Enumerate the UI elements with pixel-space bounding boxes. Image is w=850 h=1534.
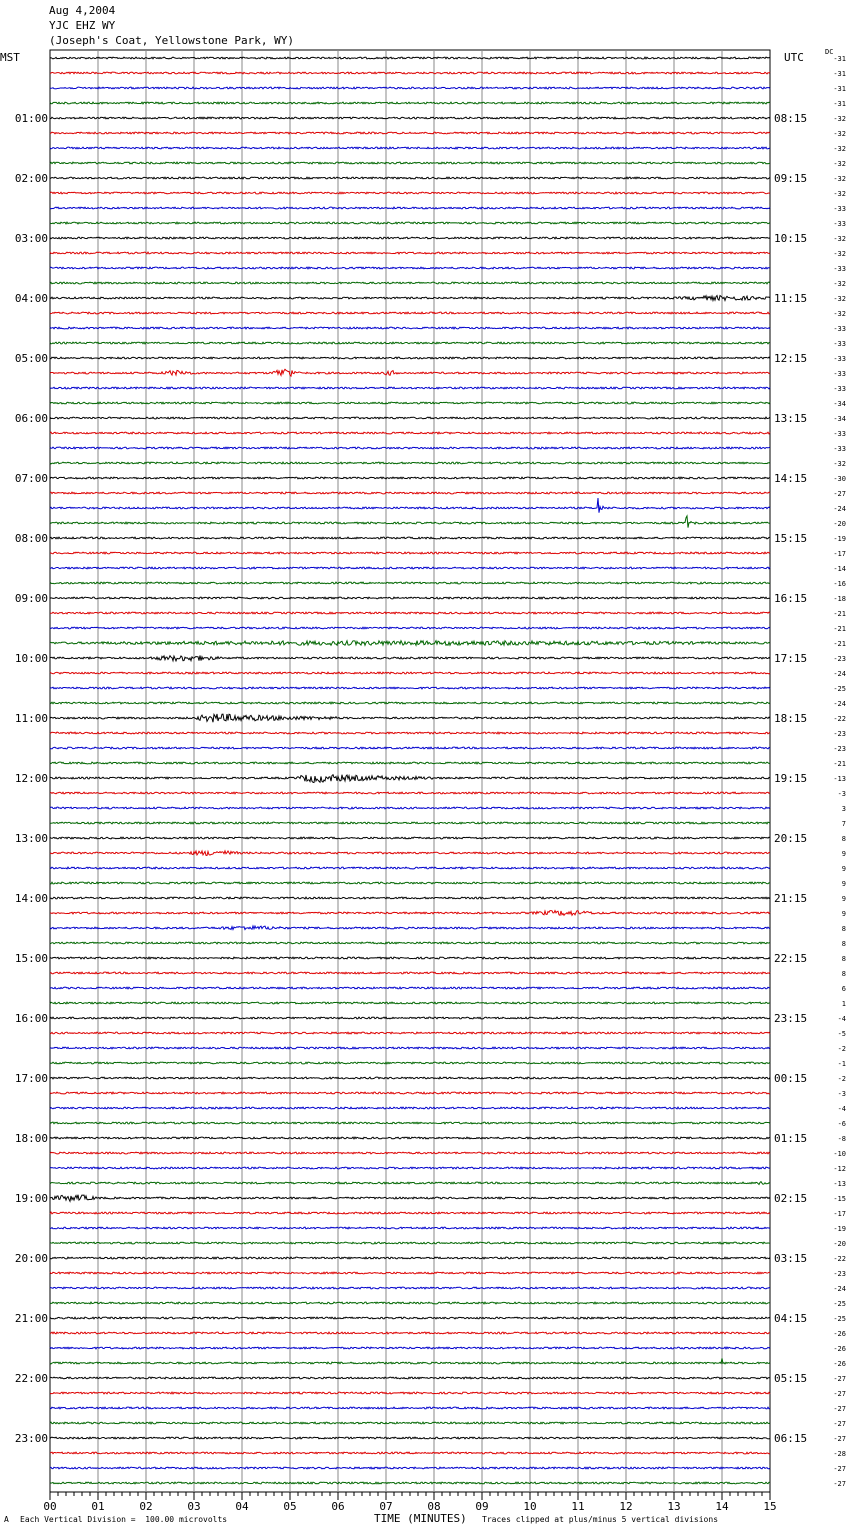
trace-86 — [50, 1347, 770, 1349]
mst-hour-label: 15:00 — [14, 952, 48, 965]
trace-82 — [50, 1287, 770, 1289]
dc-offset-label: -27 — [833, 1405, 846, 1413]
trace-57 — [50, 911, 770, 916]
trace-59 — [50, 942, 770, 944]
dc-offset-label: -6 — [837, 1120, 846, 1128]
utc-hour-label: 13:15 — [774, 412, 808, 425]
dc-offset-label: -32 — [833, 190, 846, 198]
trace-76 — [50, 1195, 770, 1202]
trace-32 — [50, 537, 770, 539]
trace-1 — [50, 72, 770, 74]
mst-hour-label: 01:00 — [14, 112, 48, 125]
dc-offset-label: 8 — [841, 835, 846, 843]
time-axis-label: 06 — [331, 1500, 345, 1513]
trace-43 — [50, 702, 770, 704]
dc-offset-label: -23 — [833, 745, 846, 753]
trace-15 — [50, 282, 770, 284]
dc-offset-label: 9 — [841, 880, 846, 888]
dc-offset-label: -34 — [833, 400, 846, 408]
dc-offset-label: -25 — [833, 1315, 846, 1323]
dc-offset-label: -17 — [833, 550, 846, 558]
trace-91 — [50, 1422, 770, 1424]
dc-offset-label: -21 — [833, 610, 846, 618]
dc-offset-label: -24 — [833, 505, 846, 513]
mst-hour-label: 04:00 — [14, 292, 48, 305]
utc-hour-label: 17:15 — [774, 652, 808, 665]
mst-hour-label: 18:00 — [14, 1132, 48, 1145]
trace-2 — [50, 87, 770, 89]
trace-54 — [50, 867, 770, 869]
dc-offset-label: -33 — [833, 445, 846, 453]
utc-hour-label: 15:15 — [774, 532, 808, 545]
trace-7 — [50, 162, 770, 164]
utc-hour-label: 00:15 — [774, 1072, 808, 1085]
trace-75 — [50, 1182, 770, 1185]
utc-hour-label: 03:15 — [774, 1252, 808, 1265]
trace-5 — [50, 132, 770, 134]
mst-hour-label: 05:00 — [14, 352, 48, 365]
dc-offset-label: -33 — [833, 205, 846, 213]
dc-offset-label: -2 — [837, 1045, 846, 1053]
dc-offset-label: -28 — [833, 1450, 846, 1458]
dc-offset-label: -32 — [833, 235, 846, 243]
trace-89 — [50, 1392, 770, 1394]
trace-83 — [50, 1302, 770, 1304]
dc-offset-label: -15 — [833, 1195, 846, 1203]
dc-offset-label: -24 — [833, 670, 846, 678]
dc-offset-label: -25 — [833, 685, 846, 693]
dc-offset-label: -33 — [833, 220, 846, 228]
trace-34 — [50, 567, 770, 569]
mst-hour-label: 08:00 — [14, 532, 48, 545]
trace-10 — [50, 207, 770, 209]
mst-hour-label: 02:00 — [14, 172, 48, 185]
trace-66 — [50, 1047, 770, 1049]
dc-offset-label: -23 — [833, 1270, 846, 1278]
mst-hour-label: 07:00 — [14, 472, 48, 485]
trace-28 — [50, 477, 770, 479]
trace-74 — [50, 1167, 770, 1169]
dc-offset-header: DC — [825, 48, 834, 56]
dc-offset-label: -32 — [833, 160, 846, 168]
trace-17 — [50, 312, 770, 314]
record-date: Aug 4,2004 — [49, 4, 116, 17]
utc-hour-label: 22:15 — [774, 952, 808, 965]
trace-12 — [50, 237, 770, 239]
trace-95 — [50, 1482, 770, 1484]
mst-hour-label: 23:00 — [14, 1432, 48, 1445]
trace-63 — [50, 1002, 770, 1004]
trace-16 — [50, 296, 770, 301]
trace-11 — [50, 222, 770, 224]
scale-note: Each Vertical Division = 100.00 microvolts — [20, 1515, 228, 1524]
time-axis-label: 10 — [523, 1500, 537, 1513]
trace-40 — [50, 655, 770, 660]
dc-offset-label: 1 — [841, 1000, 846, 1008]
dc-offset-label: -32 — [833, 310, 846, 318]
trace-21 — [50, 369, 770, 376]
trace-68 — [50, 1077, 770, 1079]
trace-90 — [50, 1407, 770, 1409]
mst-hour-label: 20:00 — [14, 1252, 48, 1265]
trace-71 — [50, 1122, 770, 1124]
dc-offset-label: 3 — [841, 805, 846, 813]
mst-hour-label: 17:00 — [14, 1072, 48, 1085]
dc-offset-label: -33 — [833, 370, 846, 378]
station-code: YJC EHZ WY — [49, 19, 116, 32]
dc-offset-label: -21 — [833, 760, 846, 768]
trace-6 — [50, 147, 770, 149]
dc-offset-label: -31 — [833, 55, 846, 63]
trace-9 — [50, 192, 770, 194]
trace-8 — [50, 177, 770, 179]
left-timezone-label: MST — [0, 51, 20, 64]
dc-offset-label: -27 — [833, 1420, 846, 1428]
utc-hour-label: 20:15 — [774, 832, 808, 845]
trace-45 — [50, 732, 770, 734]
time-axis-label: 01 — [91, 1500, 105, 1513]
time-axis-label: 08 — [427, 1500, 441, 1513]
dc-offset-label: -27 — [833, 1435, 846, 1443]
utc-hour-label: 12:15 — [774, 352, 808, 365]
trace-85 — [50, 1332, 770, 1334]
trace-4 — [50, 117, 770, 119]
utc-hour-label: 04:15 — [774, 1312, 808, 1325]
trace-29 — [50, 492, 770, 494]
trace-13 — [50, 252, 770, 254]
corner-mark: A — [4, 1515, 9, 1524]
seismogram-traces — [50, 57, 770, 1484]
plot-frame — [50, 50, 770, 1492]
trace-62 — [50, 987, 770, 989]
trace-73 — [50, 1152, 770, 1154]
dc-offset-label: -33 — [833, 355, 846, 363]
time-axis-label: 04 — [235, 1500, 249, 1513]
dc-offset-label: -32 — [833, 250, 846, 258]
time-axis-label: 13 — [667, 1500, 681, 1513]
trace-84 — [50, 1317, 770, 1319]
dc-offset-label: 8 — [841, 925, 846, 933]
time-axis-label: 09 — [475, 1500, 489, 1513]
time-axis-label: 14 — [715, 1500, 729, 1513]
utc-hour-label: 16:15 — [774, 592, 808, 605]
mst-hour-label: 22:00 — [14, 1372, 48, 1385]
time-axis-label: 00 — [43, 1500, 57, 1513]
dc-offset-label: -1 — [837, 1060, 846, 1068]
utc-hour-label: 10:15 — [774, 232, 808, 245]
utc-hour-label: 06:15 — [774, 1432, 808, 1445]
trace-20 — [50, 357, 770, 359]
trace-41 — [50, 672, 770, 674]
trace-56 — [50, 897, 770, 899]
dc-offset-label: -32 — [833, 295, 846, 303]
utc-hour-label: 19:15 — [774, 772, 808, 785]
trace-88 — [50, 1377, 770, 1379]
mst-hour-label: 19:00 — [14, 1192, 48, 1205]
dc-offset-label: -23 — [833, 730, 846, 738]
trace-0 — [50, 57, 770, 59]
trace-36 — [50, 597, 770, 599]
utc-hour-label: 23:15 — [774, 1012, 808, 1025]
utc-hour-label: 14:15 — [774, 472, 808, 485]
dc-offset-label: -27 — [833, 1465, 846, 1473]
trace-67 — [50, 1062, 770, 1064]
utc-hour-label: 05:15 — [774, 1372, 808, 1385]
dc-offset-label: 7 — [841, 820, 846, 828]
mst-hour-label: 13:00 — [14, 832, 48, 845]
dc-offset-label: -18 — [833, 595, 846, 603]
trace-64 — [50, 1017, 770, 1019]
dc-offset-label: -17 — [833, 1210, 846, 1218]
trace-50 — [50, 807, 770, 809]
utc-hour-label: 08:15 — [774, 112, 808, 125]
dc-offset-label: 9 — [841, 910, 846, 918]
trace-30 — [50, 498, 770, 513]
dc-offset-label: -27 — [833, 1375, 846, 1383]
dc-offset-label: 8 — [841, 955, 846, 963]
dc-offset-label: -23 — [833, 655, 846, 663]
dc-offset-label: -19 — [833, 1225, 846, 1233]
time-axis-label: 05 — [283, 1500, 297, 1513]
dc-offset-label: -27 — [833, 1480, 846, 1488]
dc-offset-label: -13 — [833, 775, 846, 783]
dc-offset-label: 8 — [841, 940, 846, 948]
dc-offset-label: 6 — [841, 985, 846, 993]
dc-offset-label: -13 — [833, 1180, 846, 1188]
dc-offset-label: -10 — [833, 1150, 846, 1158]
time-axis-label: 03 — [187, 1500, 201, 1513]
trace-27 — [50, 462, 770, 464]
mst-hour-label: 16:00 — [14, 1012, 48, 1025]
dc-offset-label: -26 — [833, 1330, 846, 1338]
trace-47 — [50, 762, 770, 764]
dc-offset-label: -27 — [833, 1390, 846, 1398]
dc-offset-label: -21 — [833, 625, 846, 633]
trace-23 — [50, 402, 770, 404]
trace-87 — [50, 1358, 770, 1364]
dc-offset-label: -20 — [833, 1240, 846, 1248]
utc-hour-label: 18:15 — [774, 712, 808, 725]
dc-offset-label: -3 — [837, 790, 846, 798]
trace-42 — [50, 687, 770, 689]
trace-61 — [50, 972, 770, 974]
dc-offset-label: -32 — [833, 145, 846, 153]
dc-offset-label: -32 — [833, 115, 846, 123]
dc-offset-label: -12 — [833, 1165, 846, 1173]
trace-53 — [50, 851, 770, 856]
mst-hour-label: 11:00 — [14, 712, 48, 725]
trace-31 — [50, 516, 770, 528]
trace-51 — [50, 822, 770, 824]
dc-offset-label: -33 — [833, 265, 846, 273]
trace-48 — [50, 775, 770, 783]
x-axis-title: TIME (MINUTES) — [374, 1512, 467, 1525]
dc-offset-label: -22 — [833, 715, 846, 723]
mst-hour-label: 14:00 — [14, 892, 48, 905]
trace-19 — [50, 342, 770, 344]
dc-offset-label: -25 — [833, 1300, 846, 1308]
dc-offset-label: -34 — [833, 415, 846, 423]
dc-offset-label: 9 — [841, 865, 846, 873]
utc-hour-label: 02:15 — [774, 1192, 808, 1205]
trace-33 — [50, 552, 770, 554]
dc-offset-label: -4 — [837, 1105, 846, 1113]
dc-offset-label: -26 — [833, 1360, 846, 1368]
dc-offset-label: 9 — [841, 895, 846, 903]
time-axis-label: 11 — [571, 1500, 585, 1513]
dc-offset-label: -22 — [833, 1255, 846, 1263]
trace-3 — [50, 102, 770, 104]
mst-hour-label: 10:00 — [14, 652, 48, 665]
utc-hour-label: 01:15 — [774, 1132, 808, 1145]
trace-55 — [50, 882, 770, 884]
clip-note: Traces clipped at plus/minus 5 vertical divisions — [482, 1515, 719, 1524]
trace-92 — [50, 1437, 770, 1439]
dc-offset-label: -21 — [833, 640, 846, 648]
trace-24 — [50, 417, 770, 419]
mst-hour-label: 03:00 — [14, 232, 48, 245]
trace-38 — [50, 627, 770, 629]
trace-81 — [50, 1272, 770, 1274]
trace-65 — [50, 1032, 770, 1034]
utc-hour-label: 21:15 — [774, 892, 808, 905]
trace-93 — [50, 1452, 770, 1454]
time-axis — [43, 1492, 776, 1513]
dc-offset-label: -27 — [833, 490, 846, 498]
trace-58 — [50, 926, 770, 930]
trace-14 — [50, 267, 770, 269]
dc-offset-label: -20 — [833, 520, 846, 528]
trace-39 — [50, 641, 770, 646]
dc-offset-label: -5 — [837, 1030, 846, 1038]
dc-offset-label: -26 — [833, 1345, 846, 1353]
right-timezone-label: UTC — [784, 51, 804, 64]
trace-72 — [50, 1137, 770, 1139]
mst-hour-label: 06:00 — [14, 412, 48, 425]
dc-offset-label: -2 — [837, 1075, 846, 1083]
trace-25 — [50, 432, 770, 434]
dc-offset-label: -30 — [833, 475, 846, 483]
dc-offset-label: -8 — [837, 1135, 846, 1143]
dc-offset-label: -32 — [833, 460, 846, 468]
trace-79 — [50, 1242, 770, 1244]
dc-offset-label: -32 — [833, 175, 846, 183]
trace-94 — [50, 1467, 770, 1469]
trace-77 — [50, 1212, 770, 1214]
dc-offset-label: -31 — [833, 100, 846, 108]
trace-35 — [50, 582, 770, 584]
trace-37 — [50, 612, 770, 614]
dc-offset-label: -31 — [833, 70, 846, 78]
trace-46 — [50, 747, 770, 749]
trace-69 — [50, 1092, 770, 1094]
seismogram-grid — [50, 50, 770, 1492]
dc-offset-label: -33 — [833, 385, 846, 393]
dc-offset-label: -3 — [837, 1090, 846, 1098]
trace-22 — [50, 387, 770, 389]
trace-44 — [50, 714, 770, 722]
trace-80 — [50, 1257, 770, 1259]
dc-offset-label: -33 — [833, 430, 846, 438]
dc-offset-label: -32 — [833, 280, 846, 288]
time-axis-label: 07 — [379, 1500, 393, 1513]
dc-offset-label: -14 — [833, 565, 846, 573]
time-axis-label: 02 — [139, 1500, 153, 1513]
dc-offset-label: 9 — [841, 850, 846, 858]
dc-offset-label: -33 — [833, 340, 846, 348]
utc-hour-label: 09:15 — [774, 172, 808, 185]
dc-offset-label: -33 — [833, 325, 846, 333]
dc-offset-label: -24 — [833, 1285, 846, 1293]
dc-offset-label: -4 — [837, 1015, 846, 1023]
utc-hour-label: 11:15 — [774, 292, 808, 305]
trace-70 — [50, 1107, 770, 1109]
trace-78 — [50, 1227, 770, 1229]
trace-60 — [50, 957, 770, 959]
trace-52 — [50, 837, 770, 839]
trace-26 — [50, 447, 770, 449]
trace-18 — [50, 327, 770, 329]
dc-offset-label: -24 — [833, 700, 846, 708]
dc-offset-label: -16 — [833, 580, 846, 588]
time-axis-label: 12 — [619, 1500, 633, 1513]
station-location: (Joseph's Coat, Yellowstone Park, WY) — [49, 34, 295, 47]
dc-offset-label: 8 — [841, 970, 846, 978]
dc-offset-label: -19 — [833, 535, 846, 543]
mst-hour-label: 12:00 — [14, 772, 48, 785]
dc-offset-label: -31 — [833, 85, 846, 93]
mst-hour-label: 09:00 — [14, 592, 48, 605]
trace-49 — [50, 792, 770, 794]
time-axis-label: 15 — [763, 1500, 777, 1513]
dc-offset-label: -32 — [833, 130, 846, 138]
mst-hour-label: 21:00 — [14, 1312, 48, 1325]
